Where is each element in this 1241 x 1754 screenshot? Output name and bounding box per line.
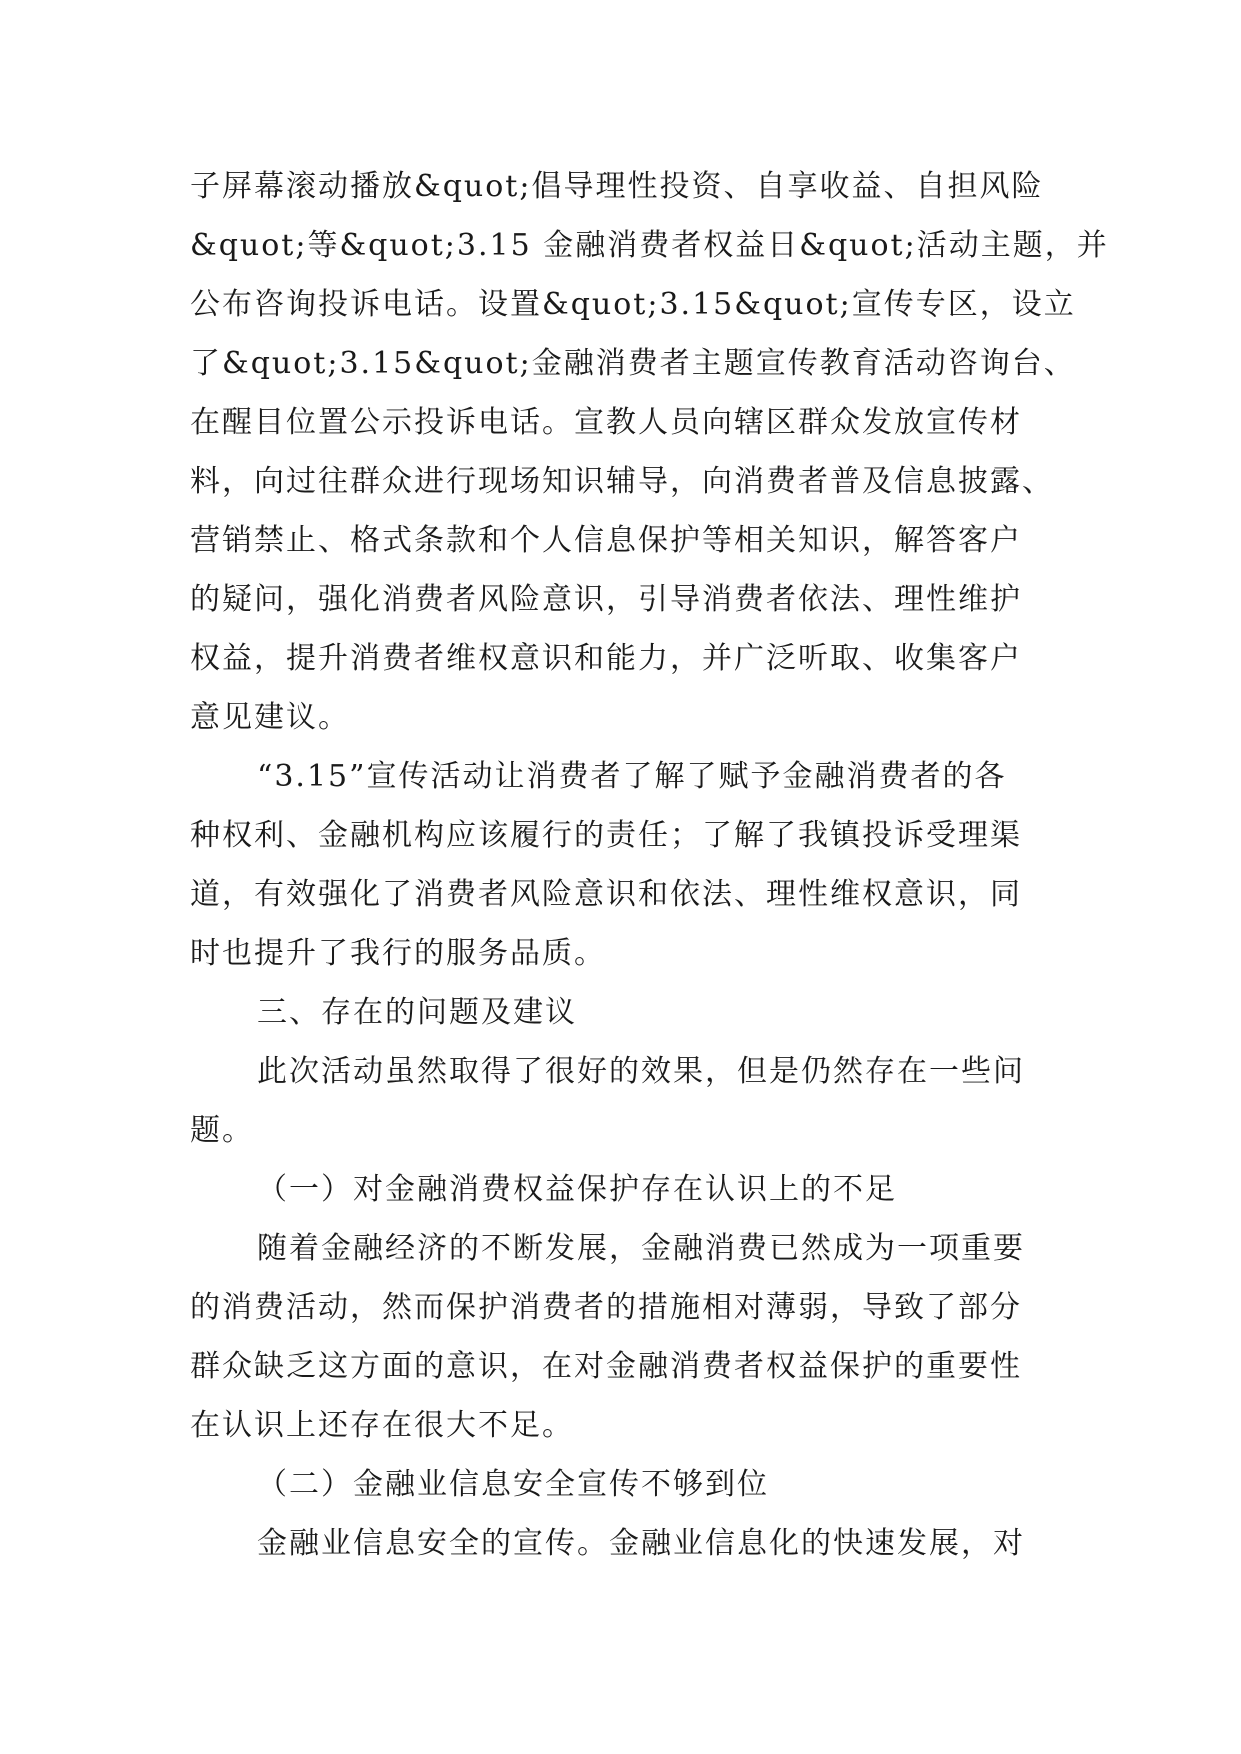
body-text-line: 在醒目位置公示投诉电话。宣教人员向辖区群众发放宣传材 <box>190 405 1022 440</box>
body-text-line: &quot;等&quot;3.15 金融消费者权益日&quot;活动主题，并 <box>190 228 1109 263</box>
body-text-line: 公布咨询投诉电话。设置&quot;3.15&quot;宣传专区，设立 <box>190 287 1076 322</box>
body-text-line: 群众缺乏这方面的意识，在对金融消费者权益保护的重要性 <box>190 1349 1022 1384</box>
body-text-line: 子屏幕滚动播放&quot;倡导理性投资、自享收益、自担风险 <box>190 169 1044 204</box>
body-text-line: 营销禁止、格式条款和个人信息保护等相关知识，解答客户 <box>190 523 1022 558</box>
subsection-heading: （二）金融业信息安全宣传不够到位 <box>257 1467 769 1502</box>
paragraph-first-line: “3.15”宣传活动让消费者了解了赋予金融消费者的各 <box>257 759 1007 794</box>
body-text-line: 权益，提升消费者维权意识和能力，并广泛听取、收集客户 <box>190 641 1022 676</box>
body-text-line: 时也提升了我行的服务品质。 <box>190 936 606 971</box>
body-text-line: 料，向过往群众进行现场知识辅导，向消费者普及信息披露、 <box>190 464 1054 499</box>
body-text-line: 意见建议。 <box>190 700 350 735</box>
body-text-line: 道，有效强化了消费者风险意识和依法、理性维权意识，同 <box>190 877 1022 912</box>
paragraph-first-line: 金融业信息安全的宣传。金融业信息化的快速发展，对 <box>257 1526 1025 1561</box>
body-text-line: 了&quot;3.15&quot;金融消费者主题宣传教育活动咨询台、 <box>190 346 1076 381</box>
body-text-line: 题。 <box>190 1113 254 1148</box>
paragraph-first-line: 此次活动虽然取得了很好的效果，但是仍然存在一些问 <box>257 1054 1025 1089</box>
section-heading: 三、存在的问题及建议 <box>257 995 577 1030</box>
body-text-line: 在认识上还存在很大不足。 <box>190 1408 574 1443</box>
paragraph-first-line: 随着金融经济的不断发展，金融消费已然成为一项重要 <box>257 1231 1025 1266</box>
body-text-line: 种权利、金融机构应该履行的责任；了解了我镇投诉受理渠 <box>190 818 1022 853</box>
subsection-heading: （一）对金融消费权益保护存在认识上的不足 <box>257 1172 897 1207</box>
body-text-line: 的消费活动，然而保护消费者的措施相对薄弱，导致了部分 <box>190 1290 1022 1325</box>
body-text-line: 的疑问，强化消费者风险意识，引导消费者依法、理性维护 <box>190 582 1022 617</box>
